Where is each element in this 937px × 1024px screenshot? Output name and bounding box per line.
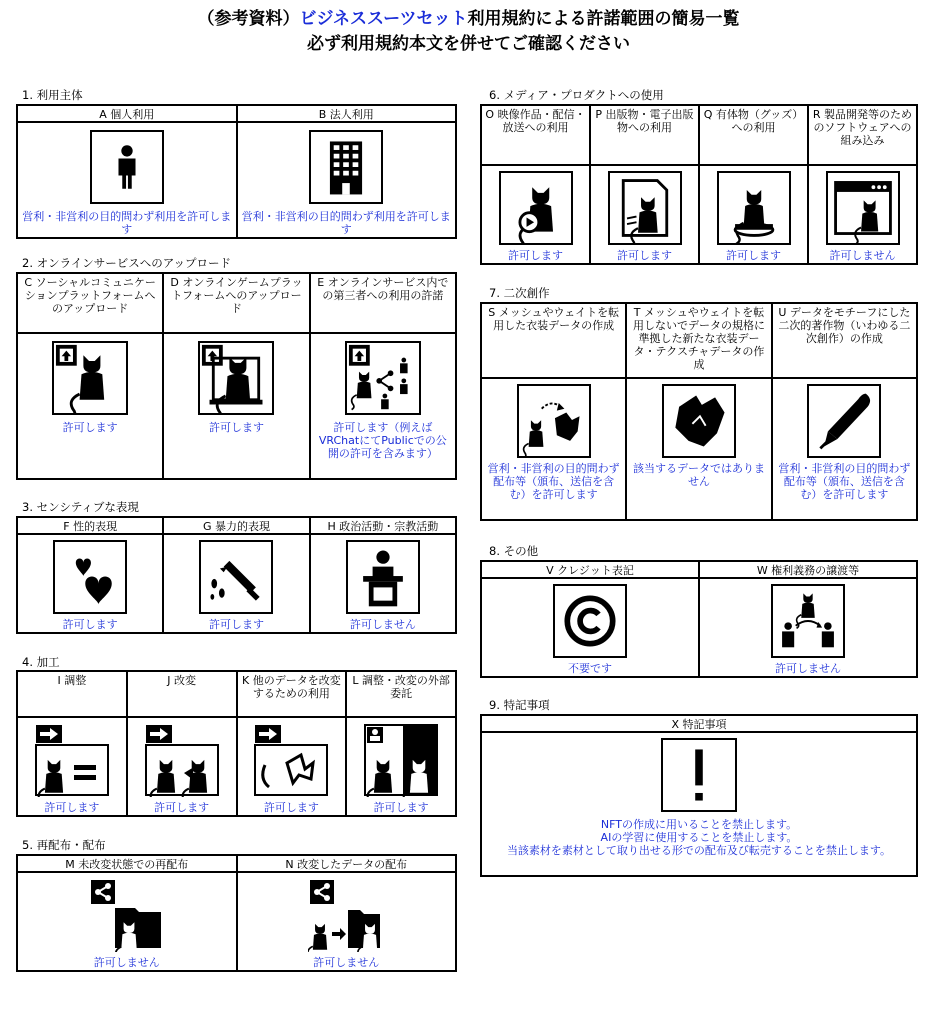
modify-icon xyxy=(144,723,220,797)
section-4-label: 4. 加工 xyxy=(22,655,60,669)
page-title-line1: （参考資料）ビジネススーツセット利用規約による許諾範囲の簡易一覧 xyxy=(197,9,740,29)
copyright-icon xyxy=(553,584,627,658)
page-title-line2: 必ず利用規約本文を併せてご確認ください xyxy=(307,34,630,54)
section-9-label: 9. 特記事項 xyxy=(489,698,550,712)
header-B: B 法人利用 xyxy=(237,105,457,122)
section-1-label: 1. 利用主体 xyxy=(22,88,83,102)
result-I: 許可します xyxy=(17,801,127,816)
result-P: 許可します xyxy=(590,249,699,264)
header-A: A 個人利用 xyxy=(17,105,237,122)
section-9-table xyxy=(480,714,918,877)
clothes-icon xyxy=(662,384,736,458)
person-icon xyxy=(90,130,164,204)
upload-share-icon xyxy=(345,341,421,415)
result-J: 許可します xyxy=(127,801,237,816)
header-U: U データをモチーフにした二次的著作物（いわゆる二次創作）の作成 xyxy=(772,303,917,378)
header-V: V クレジット表記 xyxy=(481,561,699,578)
section-6-label: 6. メディア・プロダクトへの使用 xyxy=(489,88,664,102)
result-M: 許可しません xyxy=(17,956,237,971)
result-U: 営利・非営利の目的問わず配布等（頒布、送信を含む）を許可します xyxy=(772,462,917,520)
result-Q: 許可します xyxy=(699,249,808,264)
header-Q: Q 有体物（グッズ）への利用 xyxy=(699,105,808,165)
section-5-label: 5. 再配布・配布 xyxy=(22,838,106,852)
result-X-line2: AIの学習に使用することを禁止します。 xyxy=(600,831,798,844)
result-X-line3: 当該素材を素材として取り出せる形での配布及び転売することを禁止します。 xyxy=(506,844,892,857)
pen-icon xyxy=(807,384,881,458)
podium-icon xyxy=(346,540,420,614)
header-I: I 調整 xyxy=(17,671,127,717)
result-H: 許可しません xyxy=(310,618,456,633)
clothes-transfer-icon xyxy=(517,384,591,458)
result-A: 営利・非営利の目的問わず利用を許可します xyxy=(17,210,237,238)
section-3-table xyxy=(16,516,457,634)
header-S: S メッシュやウェイトを転用した衣装データの作成 xyxy=(481,303,626,378)
video-play-icon xyxy=(499,171,573,245)
section-5-table xyxy=(16,854,457,972)
adjust-icon xyxy=(34,723,110,797)
result-X-line1: NFTの作成に用いることを禁止します。 xyxy=(600,818,798,831)
header-G: G 暴力的表現 xyxy=(163,517,309,534)
header-N: N 改変したデータの配布 xyxy=(237,855,457,872)
result-F: 許可します xyxy=(17,618,163,633)
section-6-table xyxy=(480,104,918,265)
exclamation-icon xyxy=(661,738,737,812)
software-window-icon xyxy=(826,171,900,245)
header-L: L 調整・改変の外部委託 xyxy=(346,671,456,717)
header-O: O 映像作品・配信・放送への利用 xyxy=(481,105,590,165)
share-folder-icon xyxy=(89,878,165,952)
section-2-label: 2. オンラインサービスへのアップロード xyxy=(22,256,231,270)
upload-cat-icon xyxy=(52,341,128,415)
section-8-table xyxy=(480,560,918,678)
result-W: 許可しません xyxy=(699,662,917,677)
result-N: 許可しません xyxy=(237,956,457,971)
result-L: 許可します xyxy=(346,801,456,816)
section-8-label: 8. その他 xyxy=(489,544,539,558)
result-O: 許可します xyxy=(481,249,590,264)
result-C: 許可します xyxy=(17,421,163,479)
header-J: J 改変 xyxy=(127,671,237,717)
section-2-table xyxy=(16,272,457,480)
share-modified-icon xyxy=(308,878,384,952)
header-T: T メッシュやウェイトを転用しないでデータの規格に準拠した新たな衣装データ・テクスチャデータの作成 xyxy=(626,303,771,378)
header-H: H 政治活動・宗教活動 xyxy=(310,517,456,534)
header-C: C ソーシャルコミュニケーションプラットフォームへのアップロード xyxy=(17,273,163,333)
section-4-table xyxy=(16,670,457,817)
result-B: 営利・非営利の目的問わず利用を許可します xyxy=(237,210,457,238)
header-W: W 権利義務の譲渡等 xyxy=(699,561,917,578)
other-data-icon xyxy=(253,723,329,797)
upload-monitor-icon xyxy=(198,341,274,415)
result-D: 許可します xyxy=(163,421,309,479)
section-7-label: 7. 二次創作 xyxy=(489,286,550,300)
section-1-table xyxy=(16,104,457,239)
header-K: K 他のデータを改変するための利用 xyxy=(237,671,347,717)
result-V: 不要です xyxy=(481,662,699,677)
figure-stand-icon xyxy=(717,171,791,245)
header-P: P 出版物・電子出版物への利用 xyxy=(590,105,699,165)
building-icon xyxy=(309,130,383,204)
result-K: 許可します xyxy=(237,801,347,816)
section-3-label: 3. センシティブな表現 xyxy=(22,500,139,514)
document-icon xyxy=(608,171,682,245)
outsource-icon xyxy=(363,723,439,797)
hearts-icon xyxy=(53,540,127,614)
result-T: 該当するデータではありません xyxy=(626,462,771,520)
result-X xyxy=(481,816,917,876)
transfer-icon xyxy=(771,584,845,658)
header-M: M 未改変状態での再配布 xyxy=(17,855,237,872)
result-R: 許可しません xyxy=(808,249,917,264)
header-R: R 製品開発等のためのソフトウェアへの組み込み xyxy=(808,105,917,165)
header-E: E オンラインサービス内での第三者への利用の許諾 xyxy=(310,273,456,333)
header-D: D オンラインゲームプラットフォームへのアップロード xyxy=(163,273,309,333)
result-E: 許可します（例えばVRChatにてPublicでの公開の許可を含みます） xyxy=(310,421,456,479)
knife-icon xyxy=(199,540,273,614)
result-G: 許可します xyxy=(163,618,309,633)
header-F: F 性的表現 xyxy=(17,517,163,534)
header-X: X 特記事項 xyxy=(481,715,917,732)
section-7-table xyxy=(480,302,918,521)
result-S: 営利・非営利の目的問わず配布等（頒布、送信を含む）を許可します xyxy=(481,462,626,520)
